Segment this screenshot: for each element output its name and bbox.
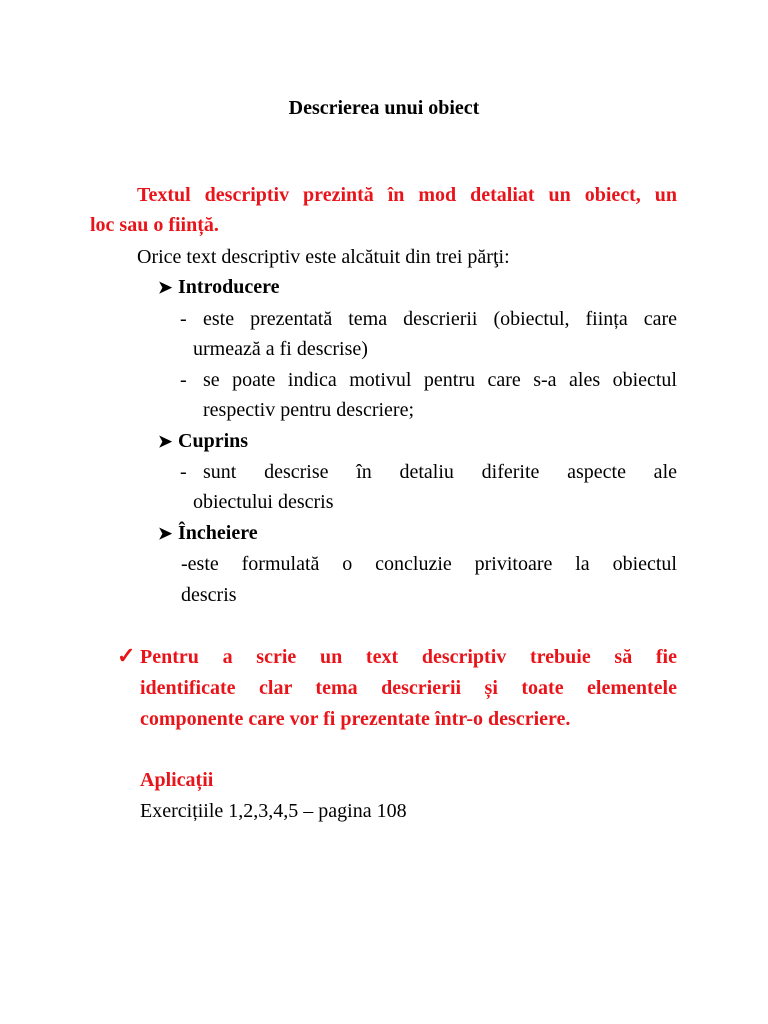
list-item-line-1: se poate indica motivul pentru care s-a ales obiectul [203,369,677,391]
note-line-2: identificate clar tema descrierii și toate elementele [140,677,677,699]
exercises-line: Exercițiile 1,2,3,4,5 – pagina 108 [140,800,407,822]
list-item-line-2: respectiv pentru descriere; [203,399,415,421]
list-dash: - [180,369,187,391]
section-introducere-heading [158,275,279,300]
section-heading-label: Cuprins [178,430,249,452]
list-item-line-2: descris [181,584,237,606]
list-item-line-1: este prezentată tema descrierii (obiectul, ființa care [203,308,677,330]
intro-line-2: loc sau o ființă. [90,214,219,236]
list-item-line-1: -este formulată o concluzie privitoare la obiectul [181,553,677,575]
arrow-bullet-icon: ➤ [158,432,173,451]
list-item-line-1: sunt descrise în detaliu diferite aspecte ale [203,461,677,483]
checkmark-icon: ✓ [117,643,136,668]
applications-heading: Aplicații [140,769,214,791]
document-title: Descrierea unui obiect [288,97,480,119]
list-dash: - [180,308,187,330]
section-heading-label: Încheiere [178,522,258,544]
section-incheiere-heading [158,521,258,546]
note-line-3: componente care vor fi prezentate într-o descriere. [140,708,571,730]
arrow-bullet-icon: ➤ [158,524,173,543]
list-dash: - [180,461,187,483]
section-cuprins-heading [158,429,248,454]
intro-line-1: Textul descriptiv prezintă în mod detaliat un obiect, un [137,184,677,206]
list-item-line-2: urmează a fi descrise) [193,338,368,360]
list-item-line-2: obiectului descris [193,491,334,513]
section-heading-label: Introducere [178,276,280,298]
note-line-1: Pentru a scrie un text descriptiv trebuie să fie [140,646,677,668]
arrow-bullet-icon: ➤ [158,278,173,297]
parts-intro-line: Orice text descriptiv este alcătuit din trei părţi: [137,246,510,268]
